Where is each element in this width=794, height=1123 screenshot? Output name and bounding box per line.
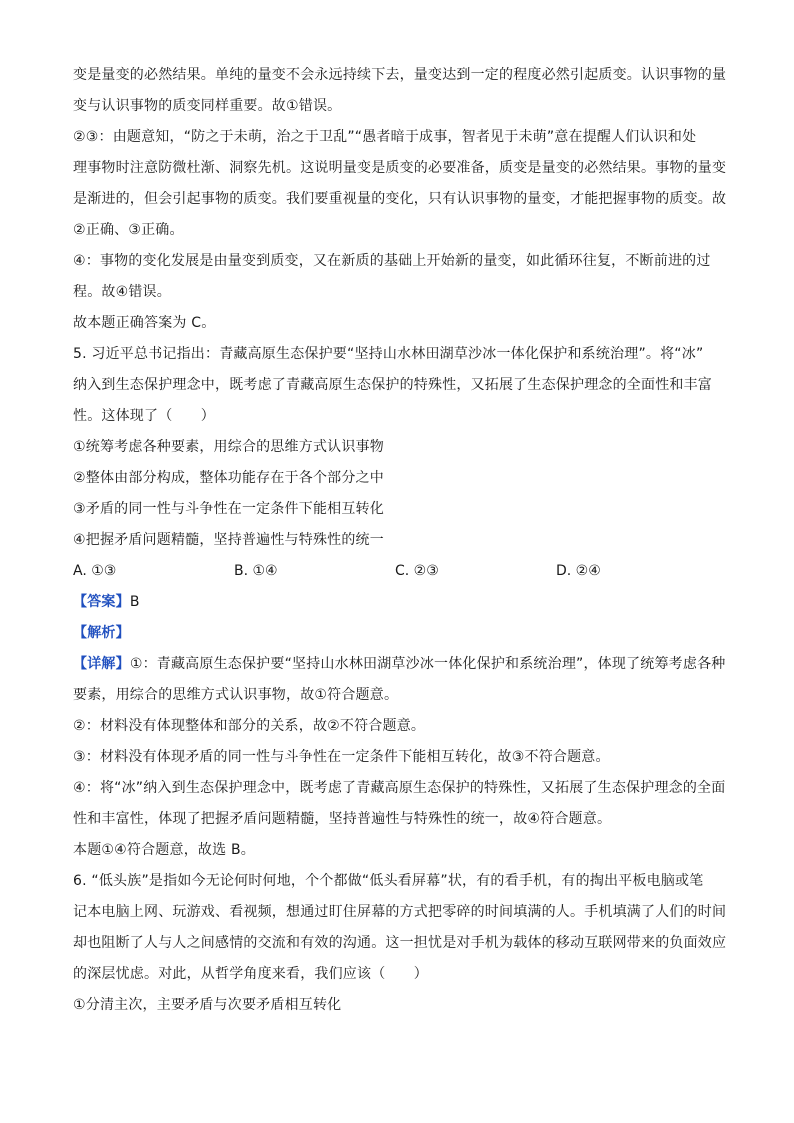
text-line: ④：事物的变化发展是由量变到质变，又在新质的基础上开始新的量变，如此循环往复，不断前进的过 xyxy=(73,253,711,269)
detail-line: 本题①④符合题意，故选 B。 xyxy=(73,842,255,858)
detail-line: ④：将“冰”纳入到生态保护理念中，既考虑了青藏高原生态保护的特殊性，又拓展了生态保护理念的全面 xyxy=(73,780,726,796)
text-line: 是渐进的，但会引起事物的质变。我们要重视量的变化，只有认识事物的量变，才能把握事物的质变。故 xyxy=(73,191,727,207)
text-line: 理事物时注意防微杜渐、洞察先机。这说明量变是质变的必要准备，质变是量变的必然结果。事物的量变 xyxy=(73,160,727,176)
text-line: 变与认识事物的质变同样重要。故①错误。 xyxy=(73,98,342,114)
text-line: ②正确、③正确。 xyxy=(73,222,184,238)
text-line: 程。故④错误。 xyxy=(73,284,171,300)
question-6 xyxy=(73,866,725,1021)
document-page xyxy=(73,60,725,1021)
question-stem-line: 记本电脑上网、玩游戏、看视频，想通过盯住屏幕的方式把零碎的时间填满的人。手机填满了人们的时间 xyxy=(73,904,727,920)
statement: ①分清主次，主要矛盾与次要矛盾相互转化 xyxy=(73,997,342,1013)
question-stem-line: 6. “低头族”是指如今无论何时何地，个个都做“低头看屏幕”状，有的看手机，有的掏出平板电脑或笔 xyxy=(73,873,704,889)
answer-line xyxy=(73,587,725,618)
statement: ②整体由部分构成，整体功能存在于各个部分之中 xyxy=(73,470,384,486)
detail-tag: 【详解】 xyxy=(73,656,130,672)
text-line: ②③：由题意知，“防之于未萌，治之于卫乱”“愚者暗于成事，智者见于未萌”意在提醒人们认识和处 xyxy=(73,129,697,145)
detail-line: ③：材料没有体现矛盾的同一性与斗争性在一定条件下能相互转化，故③不符合题意。 xyxy=(73,749,610,765)
question-stem-line: 5. 习近平总书记指出：青藏高原生态保护要“坚持山水林田湖草沙冰一体化保护和系统治理”。将“冰” xyxy=(73,346,704,362)
answer-value: B xyxy=(129,594,140,610)
question-stem-line: 的深层忧虑。对此，从哲学角度来看，我们应该（ ） xyxy=(73,966,428,982)
question-stem-line: 却也阻断了人与人之间感情的交流和有效的沟通。这一担忧是对手机为载体的移动互联网带来的负面效应 xyxy=(73,935,727,951)
text-line: 故本题正确答案为 C。 xyxy=(73,315,216,331)
question-stem-line: 性。这体现了（ ） xyxy=(73,408,215,424)
detail-line: 性和丰富性，体现了把握矛盾问题精髓，坚持普遍性与特殊性的统一，故④符合题意。 xyxy=(73,811,612,827)
prev-explanation xyxy=(73,60,725,339)
option-d: D. ②④ xyxy=(556,563,601,579)
option-c: C. ②③ xyxy=(395,563,439,579)
text-line: 变是量变的必然结果。单纯的量变不会永远持续下去，量变达到一定的程度必然引起质变。认识事物的量 xyxy=(73,67,727,83)
detail-line: 要素，用综合的思维方式认识事物，故①符合题意。 xyxy=(73,687,399,703)
answer-options xyxy=(73,556,725,587)
statement: ④把握矛盾问题精髓，坚持普遍性与特殊性的统一 xyxy=(73,532,384,548)
option-b: B. ①④ xyxy=(234,563,278,579)
answer-tag: 【答案】 xyxy=(73,594,130,610)
detail-text: ①：青藏高原生态保护要“坚持山水林田湖草沙冰一体化保护和系统治理”，体现了统筹考虑各种 xyxy=(129,656,726,672)
question-5 xyxy=(73,339,725,866)
detail-line: ②：材料没有体现整体和部分的关系，故②不符合题意。 xyxy=(73,718,426,734)
option-a: A. ①③ xyxy=(73,563,117,579)
detail-line xyxy=(73,649,725,680)
statement: ①统筹考虑各种要素，用综合的思维方式认识事物 xyxy=(73,439,384,455)
question-stem-line: 纳入到生态保护理念中，既考虑了青藏高原生态保护的特殊性，又拓展了生态保护理念的全面性和丰富 xyxy=(73,377,712,393)
analysis-line xyxy=(73,618,725,649)
analysis-tag: 【解析】 xyxy=(73,625,130,641)
statement: ③矛盾的同一性与斗争性在一定条件下能相互转化 xyxy=(73,501,384,517)
